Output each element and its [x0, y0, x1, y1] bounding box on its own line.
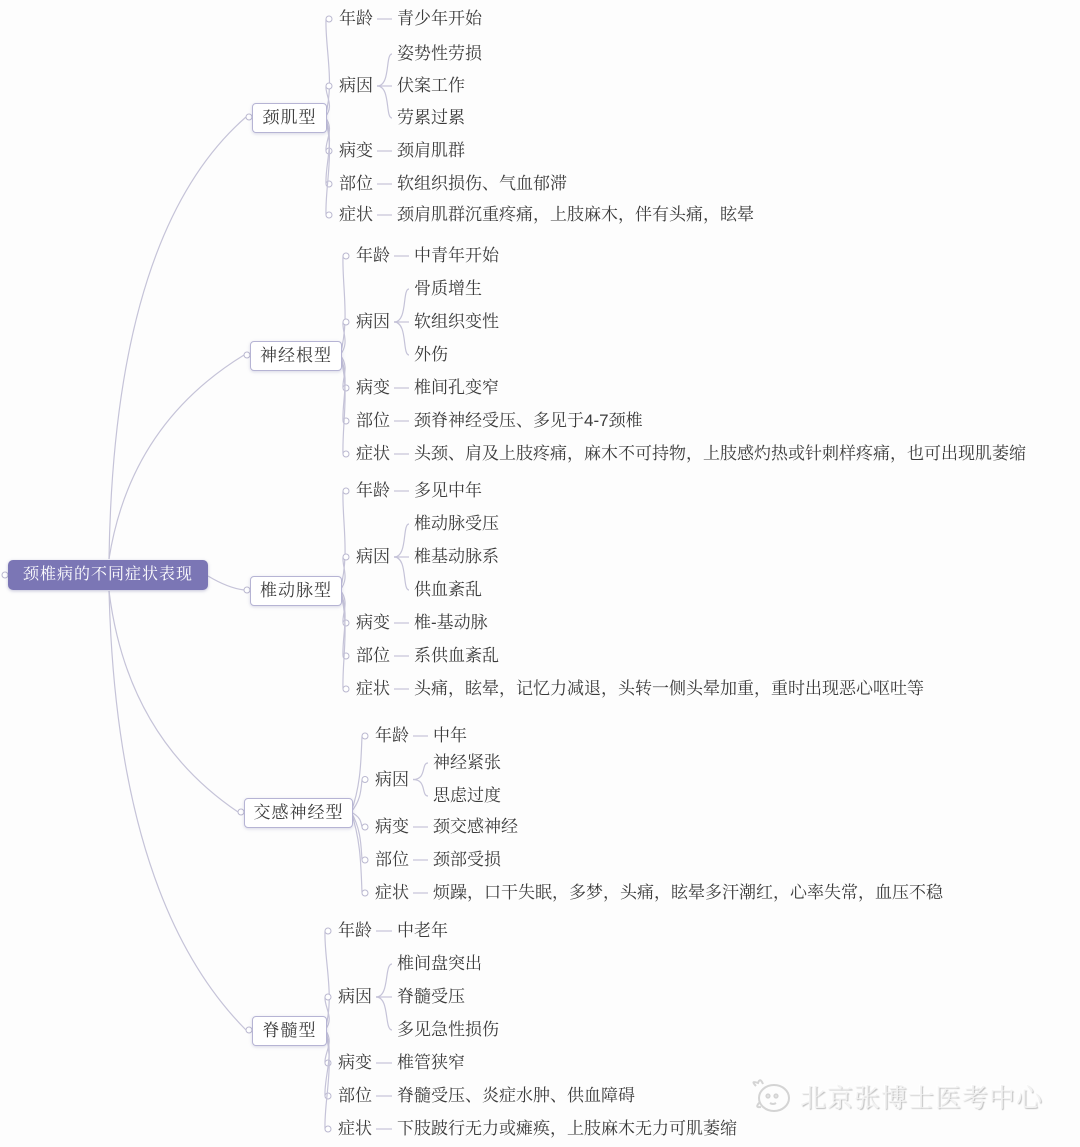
value-site: 颈脊神经受压、多见于4-7颈椎 — [414, 411, 643, 430]
value-cause-2: 软组织变性 — [414, 312, 499, 331]
attr-label-age: 年龄 — [338, 921, 372, 940]
watermark-logo-icon — [746, 1076, 794, 1116]
root-node: 颈椎病的不同症状表现 — [8, 560, 208, 590]
connection-dot — [343, 319, 349, 325]
branch-node-2: 神经根型 — [250, 341, 342, 371]
attr-label-age: 年龄 — [356, 246, 390, 265]
connection-dot — [326, 16, 332, 22]
connector-line — [413, 780, 428, 797]
attr-label-age: 年龄 — [375, 726, 409, 745]
connector-line — [394, 322, 409, 355]
value-site: 系供血紊乱 — [414, 646, 499, 665]
connector-line — [109, 355, 244, 559]
value-site: 脊髓受压、炎症水肿、供血障碍 — [397, 1086, 635, 1105]
connection-dot — [326, 212, 332, 218]
attr-label-cause: 病因 — [356, 312, 390, 331]
attr-label-cause: 病因 — [375, 769, 409, 789]
connector-line — [340, 491, 345, 590]
value-age: 中老年 — [397, 921, 448, 940]
attr-label-pathology: 病变 — [375, 817, 409, 836]
attr-label-pathology: 病变 — [356, 378, 390, 397]
value-cause-1: 椎动脉受压 — [414, 514, 499, 533]
connector-line — [109, 591, 246, 1030]
connection-dot — [325, 928, 331, 934]
value-cause-3: 多见急性损伤 — [397, 1020, 499, 1039]
attr-label-pathology: 病变 — [356, 613, 390, 632]
attr-label-symptoms: 症状 — [356, 679, 390, 698]
value-pathology: 颈交感神经 — [433, 817, 518, 836]
connection-dot — [362, 824, 368, 830]
value-symptoms: 头颈、肩及上肢疼痛，麻木不可持物，上肢感灼热或针刺样疼痛，也可出现肌萎缩 — [414, 444, 1026, 463]
connector-line — [340, 256, 345, 355]
value-pathology: 颈肩肌群 — [397, 141, 465, 160]
value-cause-1: 姿势性劳损 — [397, 44, 482, 63]
value-symptoms: 颈肩肌群沉重疼痛，上肢麻木，伴有头痛，眩晕 — [397, 205, 754, 224]
value-site: 颈部受损 — [433, 850, 501, 869]
connection-dot — [362, 777, 368, 783]
connector-line — [394, 557, 409, 590]
value-symptoms: 头痛，眩晕，记忆力减退，头转一侧头晕加重，重时出现恶心呕吐等 — [414, 679, 924, 698]
value-pathology: 椎-基动脉 — [414, 613, 488, 632]
value-symptoms: 烦躁，口干失眠，多梦，头痛，眩晕多汗潮红，心率失常，血压不稳 — [433, 883, 943, 902]
connector-line — [376, 964, 392, 997]
connector-line — [376, 997, 392, 1030]
attr-label-site: 部位 — [356, 646, 390, 665]
attr-label-age: 年龄 — [356, 481, 390, 500]
attr-label-symptoms: 症状 — [338, 1119, 372, 1138]
watermark-text: 北京张博士医考中心 — [800, 1082, 1044, 1113]
value-cause-3: 供血紊乱 — [414, 580, 482, 599]
connector-line — [377, 54, 392, 86]
connection-dot — [343, 488, 349, 494]
branch-node-5: 脊髓型 — [252, 1016, 327, 1046]
connection-dot — [325, 1093, 331, 1099]
connection-dot — [326, 83, 332, 89]
value-pathology: 椎间孔变窄 — [414, 378, 499, 397]
branch-node-1: 颈肌型 — [252, 103, 327, 133]
value-age: 中年 — [433, 726, 467, 745]
connector-line — [413, 763, 428, 780]
value-cause-1: 椎间盘突出 — [397, 954, 482, 973]
connector-line — [109, 117, 246, 559]
connection-dot — [343, 253, 349, 259]
value-age: 青少年开始 — [397, 9, 482, 28]
connection-dot — [343, 554, 349, 560]
attr-label-pathology: 病变 — [339, 141, 373, 160]
connector-line — [377, 86, 392, 118]
value-age: 多见中年 — [414, 481, 482, 500]
value-cause-3: 劳累过累 — [397, 108, 465, 127]
attr-label-symptoms: 症状 — [339, 205, 373, 224]
attr-label-symptoms: 症状 — [356, 444, 390, 463]
branch-node-3: 椎动脉型 — [250, 576, 342, 606]
connection-dot — [325, 994, 331, 1000]
connection-dot — [343, 620, 349, 626]
connection-dot — [343, 451, 349, 457]
attr-label-pathology: 病变 — [338, 1053, 372, 1072]
value-pathology: 椎管狭窄 — [397, 1053, 465, 1072]
attr-label-site: 部位 — [338, 1086, 372, 1105]
value-cause-2: 思虑过度 — [433, 786, 501, 805]
value-cause-1: 骨质增生 — [414, 279, 482, 298]
connection-dot — [343, 686, 349, 692]
branch-node-4: 交感神经型 — [244, 798, 353, 828]
attr-label-symptoms: 症状 — [375, 883, 409, 902]
connection-dot — [362, 733, 368, 739]
connector-line — [394, 524, 409, 557]
attr-label-site: 部位 — [339, 174, 373, 193]
attr-label-age: 年龄 — [339, 9, 373, 28]
value-cause-3: 外伤 — [414, 345, 448, 364]
attr-label-site: 部位 — [375, 850, 409, 869]
value-cause-1: 神经紧张 — [433, 753, 501, 772]
value-symptoms: 下肢跛行无力或瘫痪，上肢麻木无力可肌萎缩 — [397, 1119, 737, 1138]
attr-label-cause: 病因 — [338, 987, 372, 1006]
attr-label-site: 部位 — [356, 411, 390, 430]
connector-line — [208, 576, 244, 590]
value-site: 软组织损伤、气血郁滞 — [397, 174, 567, 193]
attr-label-cause: 病因 — [339, 76, 373, 95]
value-cause-2: 椎基动脉系 — [414, 547, 499, 566]
connection-dot — [362, 890, 368, 896]
watermark — [746, 1076, 1043, 1116]
attr-label-cause: 病因 — [356, 547, 390, 566]
value-cause-2: 脊髓受压 — [397, 987, 465, 1006]
value-age: 中青年开始 — [414, 246, 499, 265]
connection-dot — [362, 857, 368, 863]
connection-dot — [325, 1126, 331, 1132]
connector-line — [394, 289, 409, 322]
value-cause-2: 伏案工作 — [397, 76, 465, 95]
connection-dot — [343, 385, 349, 391]
